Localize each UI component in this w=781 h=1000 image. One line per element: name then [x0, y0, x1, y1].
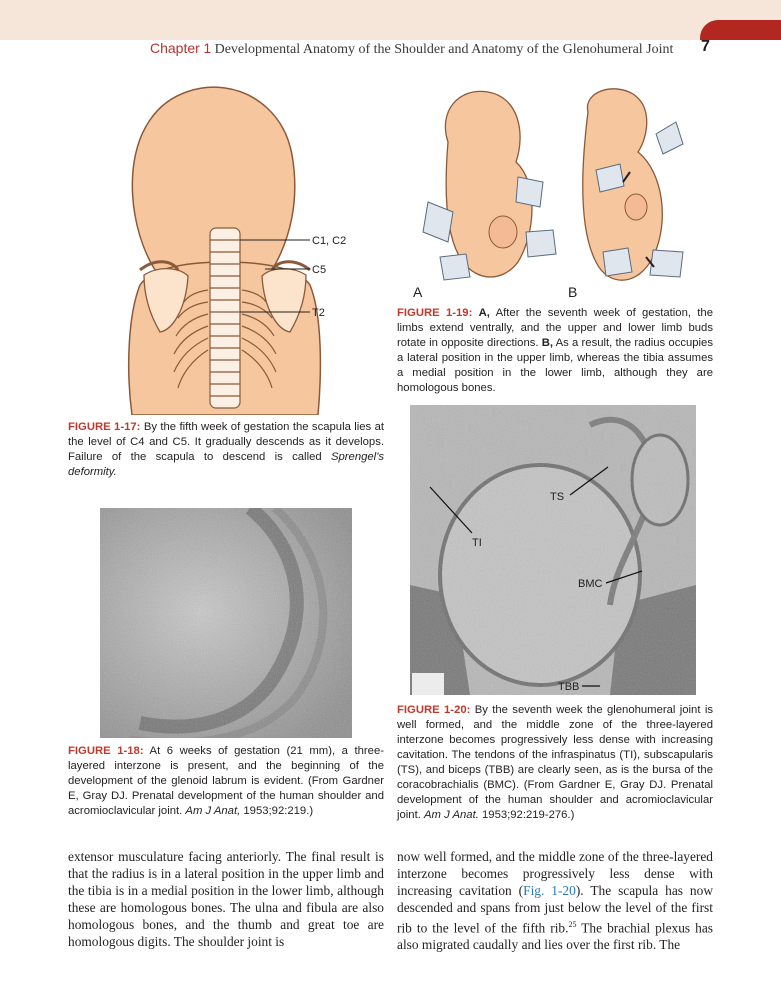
chapter-word: Chapter	[150, 40, 200, 56]
citation-superscript: 25	[568, 920, 577, 929]
fig20-caption-italic: Am J Anat.	[424, 809, 479, 821]
fig20-label-ts: TS	[550, 491, 565, 503]
fig17-label-t2: T2	[312, 307, 325, 319]
fig20-label-tbb: TBB	[558, 681, 580, 693]
figure-1-18-micrograph	[100, 508, 352, 738]
fig20-caption-label: FIGURE 1-20:	[397, 704, 471, 716]
fig19-a-text: After the seventh week of gestation, the limbs extend ventrally, and the upper and lower limb buds rotate in opposite directions.	[397, 307, 713, 349]
figure-1-20-micrograph	[410, 405, 696, 695]
page-tab	[700, 20, 781, 40]
fig17-label-c1c2: C1, C2	[312, 235, 347, 247]
page-number: 7	[701, 38, 710, 55]
fig19-b-text: As a result, the radius occupies a lateral position in the upper limb, whereas the tibia assumes a medial position in the lower limb, although they are homologous bones.	[397, 337, 713, 394]
fig19-panel-b-label: B	[568, 284, 578, 300]
fig20-label-ti: TI	[472, 537, 482, 549]
chapter-number: 1	[203, 40, 212, 56]
fig17-caption-text: By the fifth week of gestation the scapula lies at the level of C4 and C5. It gradually descends as it develops. Failure of the scapula to descend is called	[68, 421, 384, 463]
figure-1-18-caption	[68, 744, 384, 819]
body-text-right	[397, 848, 713, 953]
fig17-caption-italic: Sprengel's deformity.	[68, 451, 384, 478]
fig18-caption-end: 1953;92:219.)	[240, 805, 314, 817]
fig18-caption-text: At 6 weeks of gestation (21 mm), a three-layered interzone is present, and the beginning of the development of the glenoid labrum is evident. (From Gardner E, Gray DJ. Prenatal development of the human shoulder and acromioclavicular joint.	[68, 745, 384, 817]
header-band	[0, 0, 781, 40]
chapter-title: Developmental Anatomy of the Shoulder and Anatomy of the Glenohumeral Joint	[214, 42, 674, 57]
fig17-caption-label: FIGURE 1-17:	[68, 421, 141, 433]
running-head	[150, 40, 720, 58]
fig17-label-c5: C5	[312, 264, 327, 276]
fig20-caption-text: By the seventh week the glenohumeral joint is well formed, and the middle zone of the three-layered interzone becomes progressively less dense with increasing cavitation. The tendons of the infraspinatus (TI), subscapularis (TS), and biceps (TBB) are clearly seen, as is the bursa of the coracobrachialis (BMC). (From Gardner E, Gray DJ. Prenatal development of the human shoulder and acromioclavicular joint.	[397, 704, 713, 821]
figure-1-20-caption	[397, 703, 713, 823]
fig19-panel-a-label: A	[413, 284, 423, 300]
figure-1-19-caption	[397, 306, 713, 396]
fig18-caption-italic: Am J Anat,	[185, 805, 241, 817]
figure-reference-link[interactable]: Fig. 1-20	[523, 883, 576, 898]
figure-1-19-illustration	[408, 82, 708, 302]
figure-1-17-illustration	[60, 80, 390, 415]
fig18-caption-label: FIGURE 1-18:	[68, 745, 144, 757]
fig19-b-bold: B,	[541, 337, 554, 349]
fig19-a-bold: A,	[478, 307, 490, 319]
body-right-part1: now well formed, and the middle zone of the three-layered interzone becomes progressively less dense with increasing cavitation (	[397, 849, 713, 898]
fig20-caption-end: 1953;92:219-276.)	[478, 809, 575, 821]
body-right-part3: The brachial plexus has also migrated caudally and lies over the first rib. The	[397, 920, 713, 953]
fig20-label-bmc: BMC	[578, 578, 603, 590]
fig19-caption-label: FIGURE 1-19:	[397, 307, 473, 319]
body-right-part2: ). The scapula has now descended and spans from just below the level of the first rib to the level of the fifth rib.	[397, 883, 713, 936]
body-text-left: extensor musculature facing anteriorly. The final result is that the radius is in a lateral position in the upper limb and the tibia is in a medial position in the lower limb, although these are homologous bones. The ulna and fibula are also homologous bones, and the thumb and great toe are homologous digits. The shoulder joint is	[68, 849, 384, 949]
figure-1-17-caption	[68, 420, 384, 480]
